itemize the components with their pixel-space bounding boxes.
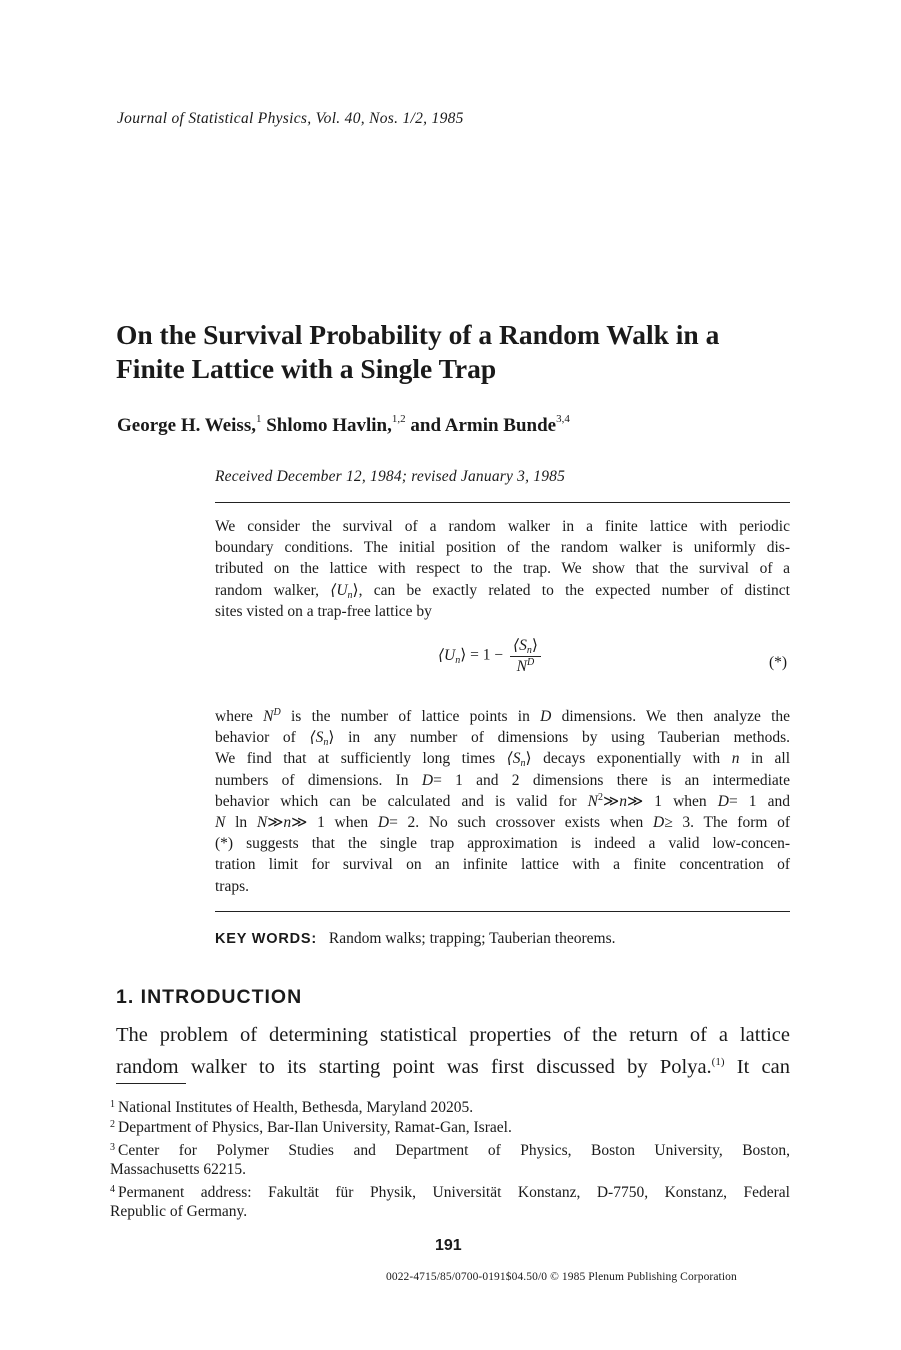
abstract-line: sites visted on a trap-free lattice by bbox=[215, 602, 432, 620]
footnote-4: $^4$ Permanent address: Fakultät für Physik, Universität Konstanz, D-7750, Konstanz, Federal bbox=[110, 1184, 790, 1201]
footnote-3-continued: Massachusetts 62215. bbox=[110, 1161, 247, 1178]
footnote-3: $^3$ Center for Polymer Studies and Department of Physics, Boston University, Boston, bbox=[110, 1142, 790, 1159]
abstract-line: random walker, ⟨Un⟩, can be exactly related to the expected number of distinct bbox=[215, 581, 790, 601]
abstract-top-rule bbox=[215, 502, 790, 503]
abstract-line: We consider the survival of a random walker in a finite lattice with periodic bbox=[215, 518, 790, 535]
eq-numerator: ⟨Sn⟩ bbox=[513, 637, 538, 656]
abstract-line: behavior of ⟨Sn⟩ in any number of dimensions by using Tauberian methods. bbox=[215, 729, 790, 749]
keywords-label: KEY WORDS: bbox=[215, 931, 317, 947]
eq-denominator: $N^D$ bbox=[510, 656, 541, 676]
footnote-4-continued: Republic of Germany. bbox=[110, 1203, 248, 1220]
keywords bbox=[215, 930, 615, 948]
body-line: random walker to its starting point was first discussed by Polya.$^{(1)}$ It can bbox=[116, 1055, 790, 1078]
abstract-line: numbers of dimensions. In D= 1 and 2 dimensions there is an intermediate bbox=[215, 771, 790, 789]
author-bunde: Armin Bunde bbox=[444, 415, 557, 436]
eq-lhs-subscript: n bbox=[455, 654, 461, 666]
abstract-bottom-rule bbox=[215, 911, 790, 912]
received-dates: Received December 12, 1984; revised January 3, 1985 bbox=[215, 468, 566, 485]
math-U-n: ⟨Un⟩, bbox=[330, 581, 363, 601]
eq-fraction bbox=[510, 636, 541, 676]
equation-star bbox=[438, 636, 541, 676]
author-bunde-affil: 3,4 bbox=[556, 413, 570, 425]
author-weiss: George H. Weiss, bbox=[117, 415, 256, 436]
eq-equals-one-minus: ⟩ = 1 − bbox=[460, 646, 504, 664]
abstract-line: tributed on the lattice with respect to the trap. We show that the survival of a bbox=[215, 560, 790, 578]
equation-tag: (*) bbox=[769, 654, 788, 671]
footnote-rule bbox=[116, 1083, 186, 1084]
abstract-line: traps. bbox=[215, 877, 250, 895]
abstract-line: boundary conditions. The initial position of the random walker is uniformly dis- bbox=[215, 539, 790, 557]
footnote-2: $^2$ Department of Physics, Bar-Ilan University, Ramat-Gan, Israel. bbox=[110, 1119, 512, 1136]
author-and: and bbox=[410, 415, 442, 436]
body-text bbox=[116, 1022, 790, 1081]
keywords-text: Random walks; trapping; Tauberian theorems. bbox=[328, 930, 616, 947]
citation-ref: (1) bbox=[711, 1056, 725, 1068]
body-line: The problem of determining statistical properties of the return of a lattice bbox=[116, 1024, 790, 1046]
abstract-line: We find that at sufficiently long times ⟨Sn⟩ decays exponentially with n in all bbox=[215, 750, 791, 770]
journal-citation: Journal of Statistical Physics, Vol. 40, Nos. 1/2, 1985 bbox=[117, 110, 464, 127]
section-heading: 1. INTRODUCTION bbox=[116, 986, 303, 1008]
copyright-line: 0022-4715/85/0700-0191$04.50/0 © 1985 Plenum Publishing Corporation bbox=[386, 1271, 737, 1283]
abstract-paragraph-1 bbox=[215, 516, 790, 622]
author-havlin: Shlomo Havlin, bbox=[266, 415, 392, 436]
page-number: 191 bbox=[435, 1237, 462, 1254]
abstract-line: (*) suggests that the single trap approximation is indeed a valid low-concen- bbox=[215, 835, 790, 853]
eq-lhs-U: ⟨U bbox=[438, 646, 456, 664]
author-list bbox=[117, 415, 570, 437]
abstract-line: behavior which can be calculated and is valid for $N^2≫n≫$ 1 when D= 1 and bbox=[215, 791, 791, 810]
title-line-1: On the Survival Probability of a Random Walk in a bbox=[116, 319, 720, 350]
footnote-1: $^1$ National Institutes of Health, Bethesda, Maryland 20205. bbox=[110, 1099, 474, 1116]
author-weiss-affil: 1 bbox=[255, 413, 262, 425]
abstract-line: N ln N≫n≫ 1 when D= 2. No such crossover exists when D≥ 3. The form of bbox=[215, 814, 791, 832]
abstract-paragraph-2 bbox=[215, 706, 790, 897]
abstract-line: where $N^D$ is the number of lattice points in D dimensions. We then analyze the bbox=[215, 707, 791, 725]
title-line-2: Finite Lattice with a Single Trap bbox=[116, 353, 497, 384]
paper-title bbox=[116, 318, 816, 386]
abstract-line: tration limit for survival on an infinite lattice with a finite concentration of bbox=[215, 856, 790, 874]
author-havlin-affil: 1,2 bbox=[391, 413, 406, 425]
